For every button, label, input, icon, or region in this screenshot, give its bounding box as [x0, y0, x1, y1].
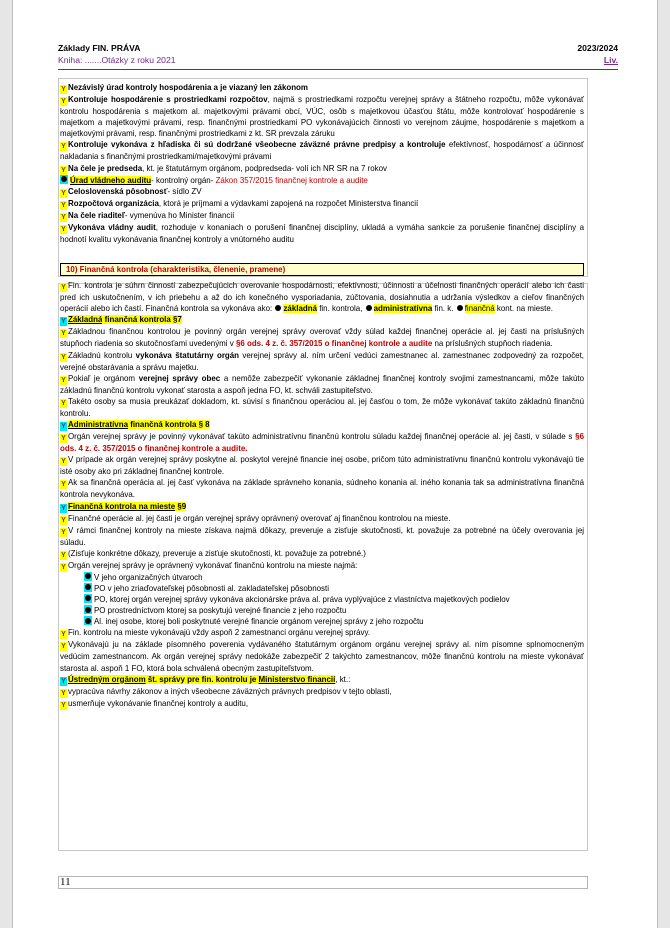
pin-icon: Y	[61, 643, 66, 651]
page-number: 11	[60, 876, 71, 888]
pin-icon: Y	[61, 689, 66, 697]
paragraph: Y (Zisťuje konkrétne dôkazy, preveruje a zisťuje skutočnosti, kt. považuje za potrebné.)	[61, 548, 366, 559]
list-item: Al. inej osobe, ktorej boli poskytnuté verejné financie orgánom verejnej správy z jeho rozpočtu	[60, 616, 584, 627]
funnel-icon: Y	[61, 318, 66, 326]
paragraph: Y vypracúva návrhy zákonov a iných všeobecne záväzných právnych predpisov v tejto oblasti,	[61, 686, 392, 697]
pin-icon: Y	[61, 481, 66, 489]
header-title: Základy FIN. PRÁVA	[58, 43, 141, 53]
pin-icon: Y	[61, 189, 66, 197]
paragraph: Y usmerňuje vykonávanie finančnej kontroly a auditu,	[61, 698, 249, 709]
funnel-icon: Y	[61, 423, 66, 431]
pin-icon: Y	[61, 166, 66, 174]
paragraph: Y Základnou finančnou kontrolou je povinný orgán verejnej správy overovať vždy súlad každej finančnej operácie al. jej časti na príslušných stupňoch riadenia so skutočnosťami uvedenými v §6 ods. 4 z. č. 357/2015 o finančnej kontrole a audite na príslušných stupňoch riadenia.	[60, 327, 584, 349]
document-body	[60, 82, 584, 710]
pin-icon: Y	[61, 353, 66, 361]
pin-icon: Y	[61, 376, 66, 384]
subheading: Y Finančná kontrola na mieste §9	[61, 501, 187, 512]
paragraph: Y Pokiaľ je orgánom verejnej správy obec a nemôže zabezpečiť vykonanie základnej finančnej kontroly svojimi zamestnancami, môže takúto základnú finančnú kontrolu vykonať starosta a aspoň jedna FO, kt. schváli zastupiteľstvo.	[60, 373, 584, 395]
page-footer-box	[58, 876, 588, 889]
paragraph: Y Celoslovenská pôsobnosť- sídlo ZV	[61, 186, 202, 197]
pin-icon: Y	[61, 458, 66, 466]
header-book-label: Kniha: .......Otázky z roku 2021	[58, 55, 176, 65]
bullet-icon	[84, 583, 92, 592]
paragraph: Y Na čele riaditeľ- vymenúva ho Minister financií	[61, 210, 235, 221]
pin-icon: Y	[61, 143, 66, 151]
paragraph: Y Finančné operácie al. jej časti je orgán verejnej správy oprávnený overovať aj finančnou kontrolou na mieste.	[61, 513, 451, 524]
paragraph: Y Orgán verejnej správy je povinný vykonávať takúto administratívnu finančnú kontrolu súladu každej finančnej operácie al. jej časti, v súlade s §6 ods. 4 z. č. 357/2015 o finančnej kontrole a audite.	[60, 432, 584, 454]
bullet-icon	[84, 605, 92, 614]
paragraph: Y Kontroluje vykonáva z hľadiska či sú dodržané všeobecne záväzné právne predpisy a kontroluje efektívnosť, hospodárnosť a účinnosť nakladania s finančnými prostriedkami/majetkovými právami	[60, 140, 585, 162]
list-item: PO v jeho zriaďovateľskej pôsobnosti al. zakladateľskej pôsobnosti	[60, 583, 584, 594]
subheading: Y Administratívna finančná kontrola § 8	[61, 420, 210, 431]
paragraph: Y Vykonávajú ju na základe písomného poverenia vydávaného štatutárnym orgánom orgánu verejnej správy al. ním písomne splnomocneným vedúcim zamestnancom. Ak orgán verejnej správy nedokáže zabezpečiť 2 takýchto zamestnancov, môže finančnú kontrolu na mieste vykonávať starosta al. aspoň 1 FO, ktorá bola schválená obecným zastupiteľstvom.	[60, 640, 584, 673]
subheading: Y Ústredným orgánom št. správy pre fin. kontrolu je Ministerstvo financií, kt.:	[61, 674, 351, 685]
pin-icon: Y	[61, 225, 66, 233]
paragraph: Y Takéto osoby sa musia preukázať dokladom, kt. súvisí s finančnou operáciou al. jej časťou o tom, že môže vykonávať takúto základnú finančnú kontrolu.	[60, 396, 584, 418]
pin-icon: Y	[61, 563, 66, 571]
list-item: PO, ktorej orgán verejnej správy vykonáva akcionárske práva al. práva vyplývajúce z vlastníctva majetkových podielov	[60, 594, 584, 605]
bullet-icon	[457, 305, 463, 311]
paragraph: Y Na čele je predseda, kt. je štatutárnym orgánom, podpredseda- volí ich NR SR na 7 rokov	[61, 163, 387, 174]
funnel-icon: Y	[61, 504, 66, 512]
page-header	[58, 42, 618, 66]
pin-icon: Y	[61, 435, 66, 443]
paragraph: Y V rámci finančnej kontroly na mieste získava najmä dôkazy, preveruje a zisťuje skutočnosti, kt. považuje za potrebné na účely overovania jej súladu.	[60, 525, 584, 547]
paragraph: Y Fin. kontrolu na mieste vykonávajú vždy aspoň 2 zamestnanci orgánu verejnej správy.	[61, 628, 371, 639]
bullet-icon	[84, 594, 92, 603]
pin-icon: Y	[61, 399, 66, 407]
paragraph: Y Orgán verejnej správy je oprávnený vykonávať finančnú kontrolu na mieste najmä:	[61, 560, 358, 571]
funnel-icon: Y	[61, 677, 66, 685]
bullet-icon	[366, 305, 372, 311]
pin-icon: Y	[61, 528, 66, 536]
paragraph: Y Ak sa finančná operácia al. jej časť vykonáva na základe správneho konania, súdneho konania al. iného konania tak sa administratívna finančná kontrola nevykonáva.	[60, 478, 584, 500]
bullet-icon	[60, 175, 68, 184]
list-item: PO prostredníctvom ktorej sa poskytujú verejné financie z jeho rozpočtu	[60, 605, 584, 616]
subheading: Y Základná finančná kontrola §7	[61, 315, 182, 326]
pin-icon: Y	[61, 330, 66, 338]
pin-icon: Y	[61, 213, 66, 221]
paragraph: Y Rozpočtová organizácia, ktorá je príjmami a výdavkami zapojená na rozpočet Ministerstva financií	[61, 198, 419, 209]
pin-icon: Y	[61, 98, 66, 105]
pin-icon: Y	[61, 86, 66, 93]
paragraph: Y Základnú kontrolu vykonáva štatutárny orgán verejnej správy al. ním určení vedúci zamestnanec al. zamestnanec zodpovedný za rozpočet, verejné obstarávania a správu majetku.	[60, 350, 584, 372]
paragraph: Y Kontroluje hospodárenie s prostriedkami rozpočtov, najmä s prostriedkami rozpočtu verejnej správy a štátneho rozpočtu, môže vykonávať kontrolu hospodárenia s majetkom al. majetkovými právami obcí, VÚC, osôb s majetkovou účasťou štátu, môže kontrolovať hospodárenie s majetkom a majetkovými právami, resp. finančnými prostriedkami PO vykonávajúcich činnosti vo verejnom záujme, hospodárenie s majetkom a majetkovými právami, resp. finančnými prostriedkami z kt. SR prevzala záruku	[60, 95, 584, 139]
paragraph: Y Vykonáva vládny audit, rozhoduje v konaniach o porušení finančnej disciplíny, ukladá a vymáha sankcie za porušenie finančnej disciplíny a hodnotí kvalitu vykonávania finančnej kontroly a vnútorného auditu	[60, 222, 584, 244]
pin-icon: Y	[61, 701, 66, 709]
header-link[interactable]: Liv.	[603, 55, 618, 65]
bullet-icon	[84, 572, 92, 581]
bullet-icon	[84, 616, 92, 625]
header-year: 2023/2024	[577, 43, 618, 53]
pin-icon: Y	[61, 551, 66, 559]
paragraph: Y Nezávislý úrad kontroly hospodárenia a je viazaný len zákonom	[61, 83, 308, 93]
paragraph: Úrad vládneho auditu- kontrolný orgán- Zákon 357/2015 finančnej kontrole a audite	[60, 175, 584, 186]
pin-icon: Y	[61, 201, 66, 209]
paragraph: Y Fin. kontrola je súhrn činností zabezpečujúcich overovanie hospodárnosti, efektívnosti, účinnosti a účelnosti finančných operácií alebo ich časti pred ich uskutočnením, v ich priebehu a až do ich konečného vysporiadania, zúčtovania, dosiahnutia a udržania výsledkov a cieľov finančných operácií alebo ich častí. Finančná kontrola sa vykonáva ako: základná fin. kontrola, administratívna fin. k. finančná kont. na mieste.	[60, 281, 584, 314]
header-divider	[58, 69, 618, 70]
pin-icon: Y	[61, 516, 66, 524]
paragraph: Y V prípade ak orgán verejnej správy poskytne al. poskytol verejné financie inej osobe, pričom túto administratívnu finančnú kontrolu vykonávajú tie isté osoby ako pri základnej finančnej kontrole.	[60, 455, 584, 477]
section-heading: 10) Finančná kontrola (charakteristika, členenie, pramene)	[60, 263, 584, 276]
bullet-icon	[275, 305, 281, 311]
pin-icon: Y	[61, 284, 66, 292]
pin-icon: Y	[61, 631, 66, 639]
list-item: V jeho organizačných útvaroch	[60, 572, 584, 583]
